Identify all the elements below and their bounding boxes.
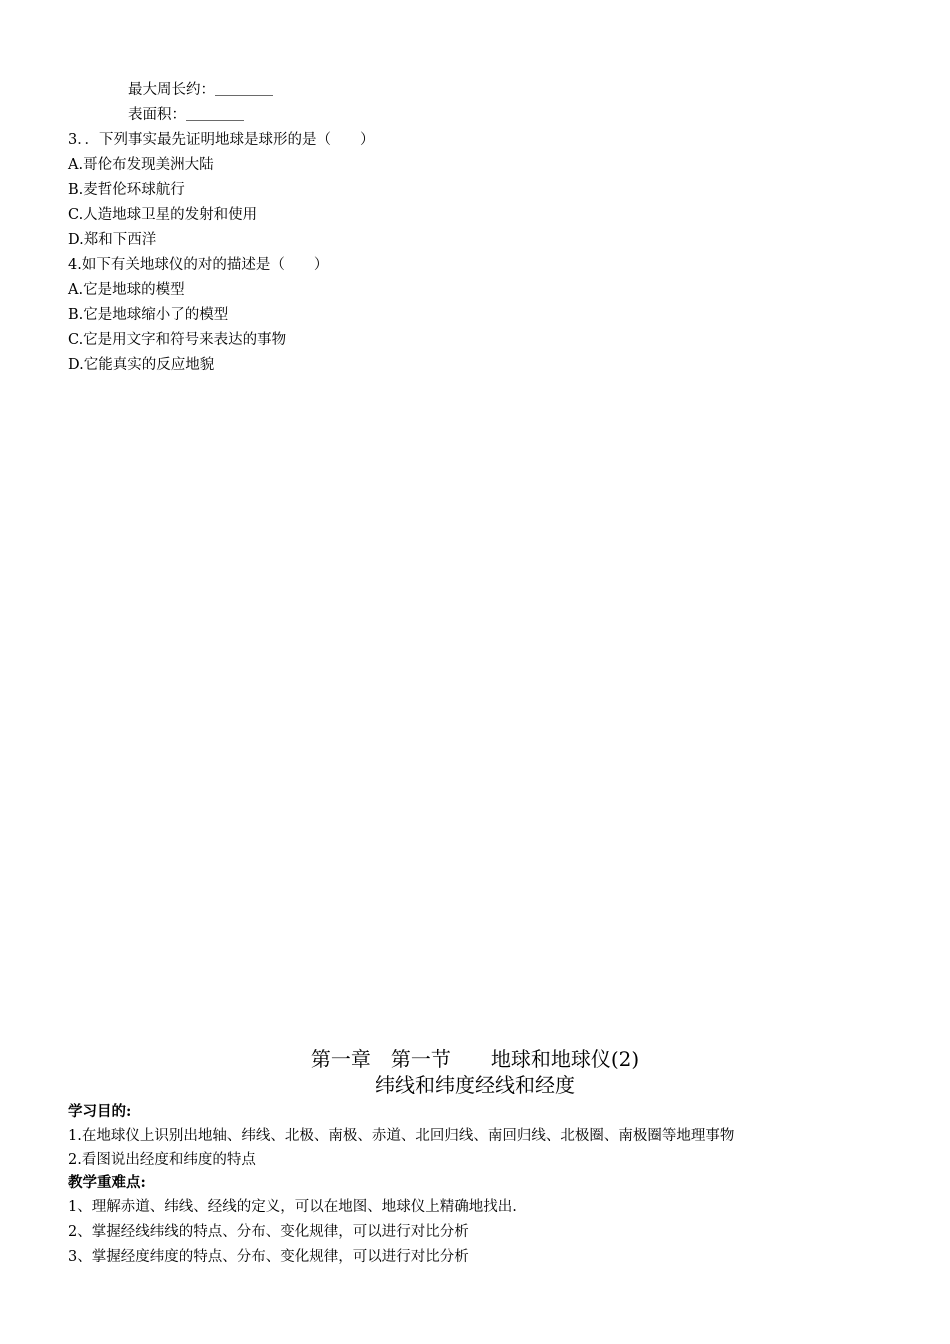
goals-heading: 学习目的: xyxy=(68,1103,132,1120)
goal-item-1: 1.在地球仪上识别出地轴、纬线、北极、南极、赤道、北回归线、南回归线、北极圈、南极圈等地理事物 xyxy=(68,1128,735,1144)
lesson-title: 第一章 第一节 地球和地球仪(2) xyxy=(310,1047,640,1071)
question-4: 4.如下有关地球仪的对的描述是（ ） xyxy=(68,257,329,273)
question-4-option-a: A.它是地球的模型 xyxy=(68,282,185,298)
question-4-option-d: D.它能真实的反应地貌 xyxy=(68,357,215,373)
question-3-option-b: B.麦哲伦环球航行 xyxy=(68,182,185,198)
question-3-option-a: A.哥伦布发现美洲大陆 xyxy=(68,157,214,173)
key-point-2: 2、掌握经线纬线的特点、分布、变化规律，可以进行对比分析 xyxy=(68,1224,469,1240)
question-3-option-d: D.郑和下西洋 xyxy=(68,232,157,248)
key-point-3: 3、掌握经度纬度的特点、分布、变化规律，可以进行对比分析 xyxy=(68,1249,469,1265)
goal-item-2: 2.看图说出经度和纬度的特点 xyxy=(68,1152,256,1168)
question-4-option-b: B.它是地球缩小了的模型 xyxy=(68,307,229,323)
question-3-option-c: C.人造地球卫星的发射和使用 xyxy=(68,207,258,223)
surface-area-line: 表面积：＿＿＿＿ xyxy=(128,107,244,123)
question-3: 3．．下列事实最先证明地球是球形的是（ ） xyxy=(68,132,375,148)
key-point-1: 1、理解赤道、纬线、经线的定义，可以在地图、地球仪上精确地找出. xyxy=(68,1199,517,1215)
max-circumference-line: 最大周长约：＿＿＿＿ xyxy=(128,82,273,98)
question-4-option-c: C.它是用文字和符号来表达的事物 xyxy=(68,332,287,348)
key-points-heading: 教学重难点: xyxy=(68,1174,146,1191)
lesson-subtitle: 纬线和纬度经线和经度 xyxy=(375,1073,575,1097)
